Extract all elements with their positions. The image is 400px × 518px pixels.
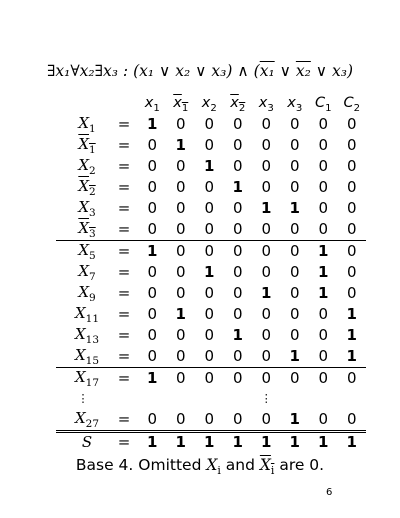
table-cell: 0 [204,305,215,324]
table-cell: 0 [338,240,367,262]
table-cell: 0 [318,305,329,324]
table-row [56,325,366,346]
vertical-ellipsis: ⋮ [77,391,89,405]
table-cell: 0 [167,367,196,389]
table-cell: 0 [204,326,215,345]
table-cell: 0 [204,284,215,303]
row-label: $X_{13}$ [74,324,100,346]
row-label: $X_7$ [78,261,96,283]
table-cell: 1 [252,431,281,451]
table-cell: 0 [232,305,243,324]
table-cell: 1 [289,199,300,218]
table-cell: 1 [289,347,300,366]
table-cell: 0 [232,347,243,366]
equals-sign: = [117,136,131,155]
caption [0,456,400,477]
table-cell: 0 [346,178,357,197]
table-cell: 0 [346,115,357,134]
column-header: $x_1$ [173,95,189,114]
page-number: 6 [326,487,333,498]
table-cell: 0 [252,367,281,389]
table-cell: 1 [204,157,215,176]
table-cell: 1 [147,115,158,134]
row-label: $X_{17}$ [56,367,110,389]
table-cell: 0 [204,178,215,197]
table-cell: 0 [261,157,272,176]
table-cell: 0 [261,115,272,134]
table-cell: 0 [167,240,196,262]
equals-sign: = [117,199,131,218]
table-cell: 0 [289,178,300,197]
caption-var2: $X_i$ [259,456,275,478]
table-cell: 0 [204,115,215,134]
table-cell: 0 [289,115,300,134]
table-cell: 0 [318,410,329,429]
row-label: $X_3$ [78,197,96,219]
blank-cell [281,389,310,409]
table-cell: 1 [261,284,272,303]
formula-clause1: (x₁ ∨ x₂ ∨ x₃) [133,62,233,80]
table-row [56,177,366,198]
table-cell: 0 [318,115,329,134]
table-cell: 0 [346,136,357,155]
table-cell: 1 [232,178,243,197]
table-cell: 0 [232,220,243,239]
row-label: $X_2$ [78,176,96,198]
table-cell: 1 [175,305,186,324]
table-cell: 1 [138,367,167,389]
table-cell: 0 [232,115,243,134]
table-cell: 0 [204,347,215,366]
reduction-table [56,95,366,451]
blank-cell [309,389,338,409]
row-label: $X_5$ [56,240,110,262]
table-cell: 0 [289,220,300,239]
equals-sign: = [117,263,131,282]
row-label: S [56,431,110,451]
blank-cell [224,389,253,409]
row-label: $X_9$ [78,282,96,304]
table-cell: 0 [261,326,272,345]
table-row [56,304,366,325]
table-cell: 1 [204,263,215,282]
formula-quantifiers: ∃x₁∀x₂∃x₃ : [46,62,134,80]
table-row [56,262,366,283]
table-row [56,283,366,304]
caption-mid: and [220,456,260,474]
table-cell: 0 [261,178,272,197]
table-cell: 0 [346,263,357,282]
column-header: $x_3$ [258,95,274,114]
table-cell: 0 [289,136,300,155]
table-cell: 0 [346,284,357,303]
table-cell: 0 [147,178,158,197]
table-cell: 0 [289,326,300,345]
table-cell: 0 [147,220,158,239]
table-cell: 0 [261,410,272,429]
equals-sign: = [110,431,138,451]
table-cell: 0 [175,410,186,429]
caption-var1: $X_i$ [206,456,221,478]
caption-post: are 0. [274,456,325,474]
formula-or: ∨ [274,62,296,80]
table-cell: 0 [147,136,158,155]
table-row [56,156,366,177]
table-cell: 0 [175,347,186,366]
formula-neg-x2: x₂ [295,62,311,80]
table-cell: 0 [261,263,272,282]
column-header: $x_1$ [144,95,160,114]
table-cell: 0 [147,347,158,366]
blank-cell [195,389,224,409]
table-cell: 0 [338,367,367,389]
table-cell: 0 [346,410,357,429]
table-cell: 0 [195,240,224,262]
table-cell: 0 [261,136,272,155]
table-cell: 0 [289,263,300,282]
column-header: $C_1$ [314,95,332,114]
table-cell: 0 [175,284,186,303]
table-row [56,198,366,219]
row-label: $X_{27}$ [74,408,100,430]
table-row [56,346,366,368]
blank-cell [338,389,367,409]
equals-sign: = [117,178,131,197]
equals-sign: = [117,410,131,429]
formula-clause2-close: ∨ x₃) [310,62,354,80]
row-label: $X_{15}$ [74,345,100,367]
table-cell: 0 [147,326,158,345]
table-cell: 1 [309,240,338,262]
table-cell: 0 [195,367,224,389]
table-cell: 1 [261,199,272,218]
table-cell: 1 [232,326,243,345]
table-cell: 1 [195,431,224,451]
table-cell: 1 [175,136,186,155]
table-cell: 1 [309,431,338,451]
table-cell: 0 [346,220,357,239]
table-cell: 1 [224,431,253,451]
table-cell: 1 [346,326,357,345]
table-cell: 0 [175,263,186,282]
table-cell: 0 [147,157,158,176]
table-cell: 1 [346,305,357,324]
table-cell: 0 [232,284,243,303]
table-cell: 0 [261,347,272,366]
row-label: $X_3$ [78,218,96,240]
table-cell: 0 [318,136,329,155]
table-cell: 0 [175,157,186,176]
formula-and: ∧ [232,62,254,80]
table-cell: 1 [138,240,167,262]
table-cell: 1 [318,263,329,282]
table-cell: 0 [318,326,329,345]
table-cell: 0 [232,136,243,155]
row-label: $X_1$ [78,113,96,135]
table-cell: 0 [232,263,243,282]
table-cell: 0 [289,157,300,176]
vertical-ellipsis: ⋮ [260,391,272,405]
equals-sign: = [110,240,138,262]
table-cell: 0 [346,157,357,176]
table-cell: 0 [224,240,253,262]
table-row [56,240,366,262]
table-cell: 0 [147,199,158,218]
equals-sign: = [117,284,131,303]
row-label: $X_{11}$ [74,303,100,325]
table-cell: 0 [232,157,243,176]
formula [0,62,400,80]
table-cell: 0 [204,220,215,239]
table-cell: 0 [309,367,338,389]
table-cell: 1 [138,431,167,451]
equals-sign: = [117,220,131,239]
table-cell: 0 [147,284,158,303]
table-row [56,114,366,135]
table-cell: 0 [175,115,186,134]
table-cell: 0 [175,178,186,197]
table-cell: 0 [147,410,158,429]
equals-sign: = [117,305,131,324]
table-cell: 0 [175,199,186,218]
table-cell: 0 [346,199,357,218]
blank-cell [110,389,138,409]
table-cell: 0 [281,240,310,262]
header-row [56,95,366,114]
table-cell: 0 [318,199,329,218]
table-cell: 1 [338,431,367,451]
table-cell: 0 [204,199,215,218]
table-row [56,367,366,389]
column-header: $x_2$ [230,95,246,114]
equals-sign: = [110,367,138,389]
table-cell: 0 [204,410,215,429]
table-cell: 0 [175,220,186,239]
formula-clause2-open: ( [253,62,260,80]
table-row [56,409,366,432]
equals-sign: = [117,326,131,345]
header-blank [56,95,110,114]
table-cell: 0 [318,178,329,197]
table-row [56,135,366,156]
table-row [56,219,366,241]
formula-neg-x1: x₁ [259,62,275,80]
table-cell: 0 [261,305,272,324]
table-cell: 0 [232,199,243,218]
caption-pre: Base 4. Omitted [75,456,207,474]
table-cell: 0 [147,305,158,324]
equals-sign: = [117,347,131,366]
table-cell: 0 [147,263,158,282]
row-label: $X_1$ [78,134,96,156]
table-cell: 0 [318,157,329,176]
table-cell: 0 [232,410,243,429]
column-header: $C_2$ [343,95,361,114]
ellipsis-row [56,389,366,409]
table-cell: 0 [289,305,300,324]
table-row [56,431,366,451]
blank-cell [138,389,167,409]
equals-sign: = [117,115,131,134]
table-cell: 1 [281,431,310,451]
table-cell: 0 [289,284,300,303]
table-cell: 0 [318,347,329,366]
table-cell: 0 [261,220,272,239]
table-cell: 0 [318,220,329,239]
table-cell: 0 [281,367,310,389]
column-header: $x_2$ [201,95,217,114]
row-label: $X_2$ [78,155,96,177]
table-cell: 0 [204,136,215,155]
blank-cell [167,389,196,409]
table-cell: 0 [175,326,186,345]
column-header: $x_3$ [287,95,303,114]
table-cell: 1 [167,431,196,451]
table-cell: 1 [346,347,357,366]
table-cell: 0 [252,240,281,262]
table-cell: 1 [318,284,329,303]
table-cell: 0 [224,367,253,389]
header-blank [110,95,138,114]
equals-sign: = [117,157,131,176]
table-cell: 1 [289,410,300,429]
